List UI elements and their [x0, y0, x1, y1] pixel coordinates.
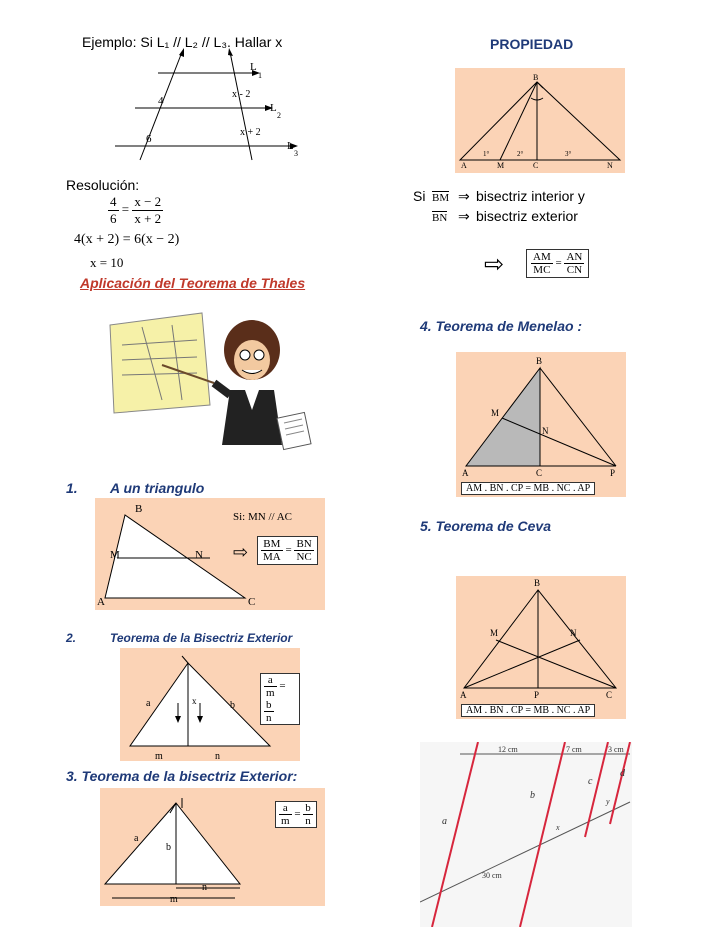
- photo-d: d: [620, 768, 625, 779]
- ang-3: 3°: [565, 150, 572, 158]
- prop-si: Si: [413, 188, 426, 204]
- prop-result-formula: [526, 249, 589, 278]
- side-b: b: [230, 700, 235, 711]
- section3-figure-panel: [100, 788, 325, 906]
- l3-sub: 3: [294, 149, 298, 158]
- vertex-b: B: [135, 503, 143, 515]
- pr-num-l: AM: [533, 251, 551, 263]
- prop-m: M: [497, 161, 505, 170]
- photo-a: a: [442, 816, 447, 827]
- f-num-l: BM: [261, 538, 283, 551]
- ceva-figure-panel: [456, 576, 626, 719]
- menelao-formula: AM . BN . CP = MB . NC . AP: [461, 482, 595, 495]
- l1-sub: 1: [258, 71, 262, 80]
- seg-n3: n: [202, 882, 207, 893]
- example-title: Ejemplo: Si L₁ // L₂ // L₃. Hallar x: [82, 34, 283, 50]
- photo-b: b: [530, 790, 535, 801]
- prop-b: B: [533, 73, 539, 82]
- propiedad-title: PROPIEDAD: [490, 36, 574, 52]
- ceva-n: N: [570, 628, 577, 638]
- men-m: M: [491, 408, 500, 418]
- prop-c: C: [533, 161, 539, 170]
- parallel-condition: Si: MN // AC: [233, 511, 292, 523]
- side-a: a: [146, 698, 151, 709]
- f2-den-r: n: [266, 712, 272, 724]
- l1-label: L: [250, 61, 257, 73]
- section3-title: 3. Teorema de la bisectriz Exterior:: [66, 768, 298, 784]
- prop-exterior: bisectriz exterior: [476, 208, 578, 224]
- f3-num-l: a: [279, 802, 292, 815]
- angle-x: x: [192, 696, 197, 706]
- lhs-den: 6: [110, 211, 117, 226]
- section1-figure-panel: [95, 498, 325, 610]
- photo-12cm: 12 cm: [498, 745, 518, 754]
- resolucion-line3: x = 10: [90, 255, 124, 270]
- l2-sub: 2: [277, 111, 281, 120]
- section2-figure-panel: [120, 648, 300, 761]
- f2-den-l: m: [266, 687, 275, 699]
- section3-formula: [275, 801, 317, 828]
- men-n: N: [542, 426, 549, 436]
- rhs-num: x − 2: [134, 194, 162, 209]
- ceva-a: A: [460, 690, 467, 700]
- prop-arrow-2: ⇒: [458, 208, 470, 224]
- prop-n: N: [607, 161, 613, 170]
- photo-7cm: 7 cm: [566, 745, 582, 754]
- ceva-p: P: [534, 690, 540, 700]
- photo-3cm: 3 cm: [608, 745, 624, 754]
- prop-arrow-1: ⇒: [458, 188, 470, 204]
- section1-title: A un triangulo: [110, 480, 205, 496]
- side-a3: a: [134, 833, 139, 844]
- resolucion-line1: [108, 194, 163, 227]
- f2-eq: =: [279, 680, 286, 693]
- pr-den-l: MC: [533, 264, 551, 276]
- ang-1: 1°: [483, 150, 490, 158]
- parallel-lines-photo: [420, 742, 632, 927]
- photo-c: c: [588, 776, 593, 787]
- lhs-num: 4: [110, 194, 117, 209]
- men-b: B: [536, 356, 543, 366]
- f-num-r: BN: [296, 538, 312, 550]
- seg-n: n: [215, 751, 220, 761]
- propiedad-figure-panel: [455, 68, 625, 173]
- section2-formula: [260, 673, 300, 725]
- f3-den-r: n: [305, 815, 311, 827]
- prop-bm: BM: [432, 192, 450, 204]
- seg-x-plus-2-label: x + 2: [240, 127, 261, 138]
- f3-num-r: b: [305, 802, 311, 814]
- implies-arrow-icon: ⇨: [233, 542, 249, 562]
- ceva-m: M: [490, 628, 499, 638]
- eq-sign: =: [121, 201, 130, 217]
- point-m: M: [110, 549, 120, 561]
- prop-bn: BN: [432, 212, 448, 224]
- ang-2: 2°: [517, 150, 524, 158]
- f3-den-l: m: [281, 815, 290, 827]
- f-eq: =: [285, 544, 292, 557]
- example-figure: [110, 48, 310, 163]
- pr-num-r: AN: [566, 251, 583, 263]
- photo-y: y: [606, 797, 610, 806]
- photo-30cm: 30 cm: [482, 871, 502, 880]
- resolucion-title: Resolución:: [66, 177, 140, 193]
- f-den-l: MA: [263, 551, 281, 563]
- section2-title: Teorema de la Bisectriz Exterior: [110, 631, 293, 645]
- f2-num-r: b: [266, 699, 272, 711]
- f2-num-l: a: [264, 674, 277, 687]
- prop-a: A: [461, 161, 467, 170]
- teacher-illustration: [102, 305, 322, 455]
- f3-eq: =: [294, 808, 301, 821]
- ceva-title: 5. Teorema de Ceva: [420, 518, 551, 534]
- l2-label: L: [270, 102, 277, 114]
- men-c: C: [536, 468, 543, 478]
- l3-label: L: [287, 140, 294, 152]
- men-p: P: [610, 468, 616, 478]
- menelao-figure-panel: [456, 352, 626, 497]
- f-den-r: NC: [296, 551, 312, 563]
- seg-m: m: [155, 751, 163, 761]
- prop-result-arrow-icon: ⇨: [484, 251, 505, 278]
- resolucion-line2: 4(x + 2) = 6(x − 2): [74, 232, 180, 247]
- ceva-formula: AM . BN . CP = MB . NC . AP: [461, 704, 595, 717]
- seg-6-label: 6: [146, 133, 152, 145]
- seg-x-minus-2-label: x - 2: [232, 89, 251, 100]
- section1-number: 1.: [66, 480, 78, 496]
- vertex-c: C: [248, 596, 256, 608]
- men-a: A: [462, 468, 469, 478]
- section1-formula: [257, 536, 318, 565]
- point-n: N: [195, 549, 203, 561]
- pr-eq: =: [555, 257, 562, 270]
- section2-number: 2.: [66, 631, 77, 645]
- vertex-a: A: [97, 596, 105, 608]
- ceva-b: B: [534, 578, 541, 588]
- rhs-den: x + 2: [134, 211, 162, 226]
- thales-heading: Aplicación del Teorema de Thales: [80, 275, 306, 291]
- prop-interior: bisectriz interior y: [476, 188, 585, 204]
- side-b3: b: [166, 842, 171, 853]
- seg-4-label: 4: [158, 95, 164, 107]
- ceva-c: C: [606, 690, 613, 700]
- seg-m3: m: [170, 894, 178, 905]
- menelao-title: 4. Teorema de Menelao :: [420, 318, 583, 334]
- pr-den-r: CN: [566, 264, 583, 276]
- photo-x: x: [556, 823, 560, 832]
